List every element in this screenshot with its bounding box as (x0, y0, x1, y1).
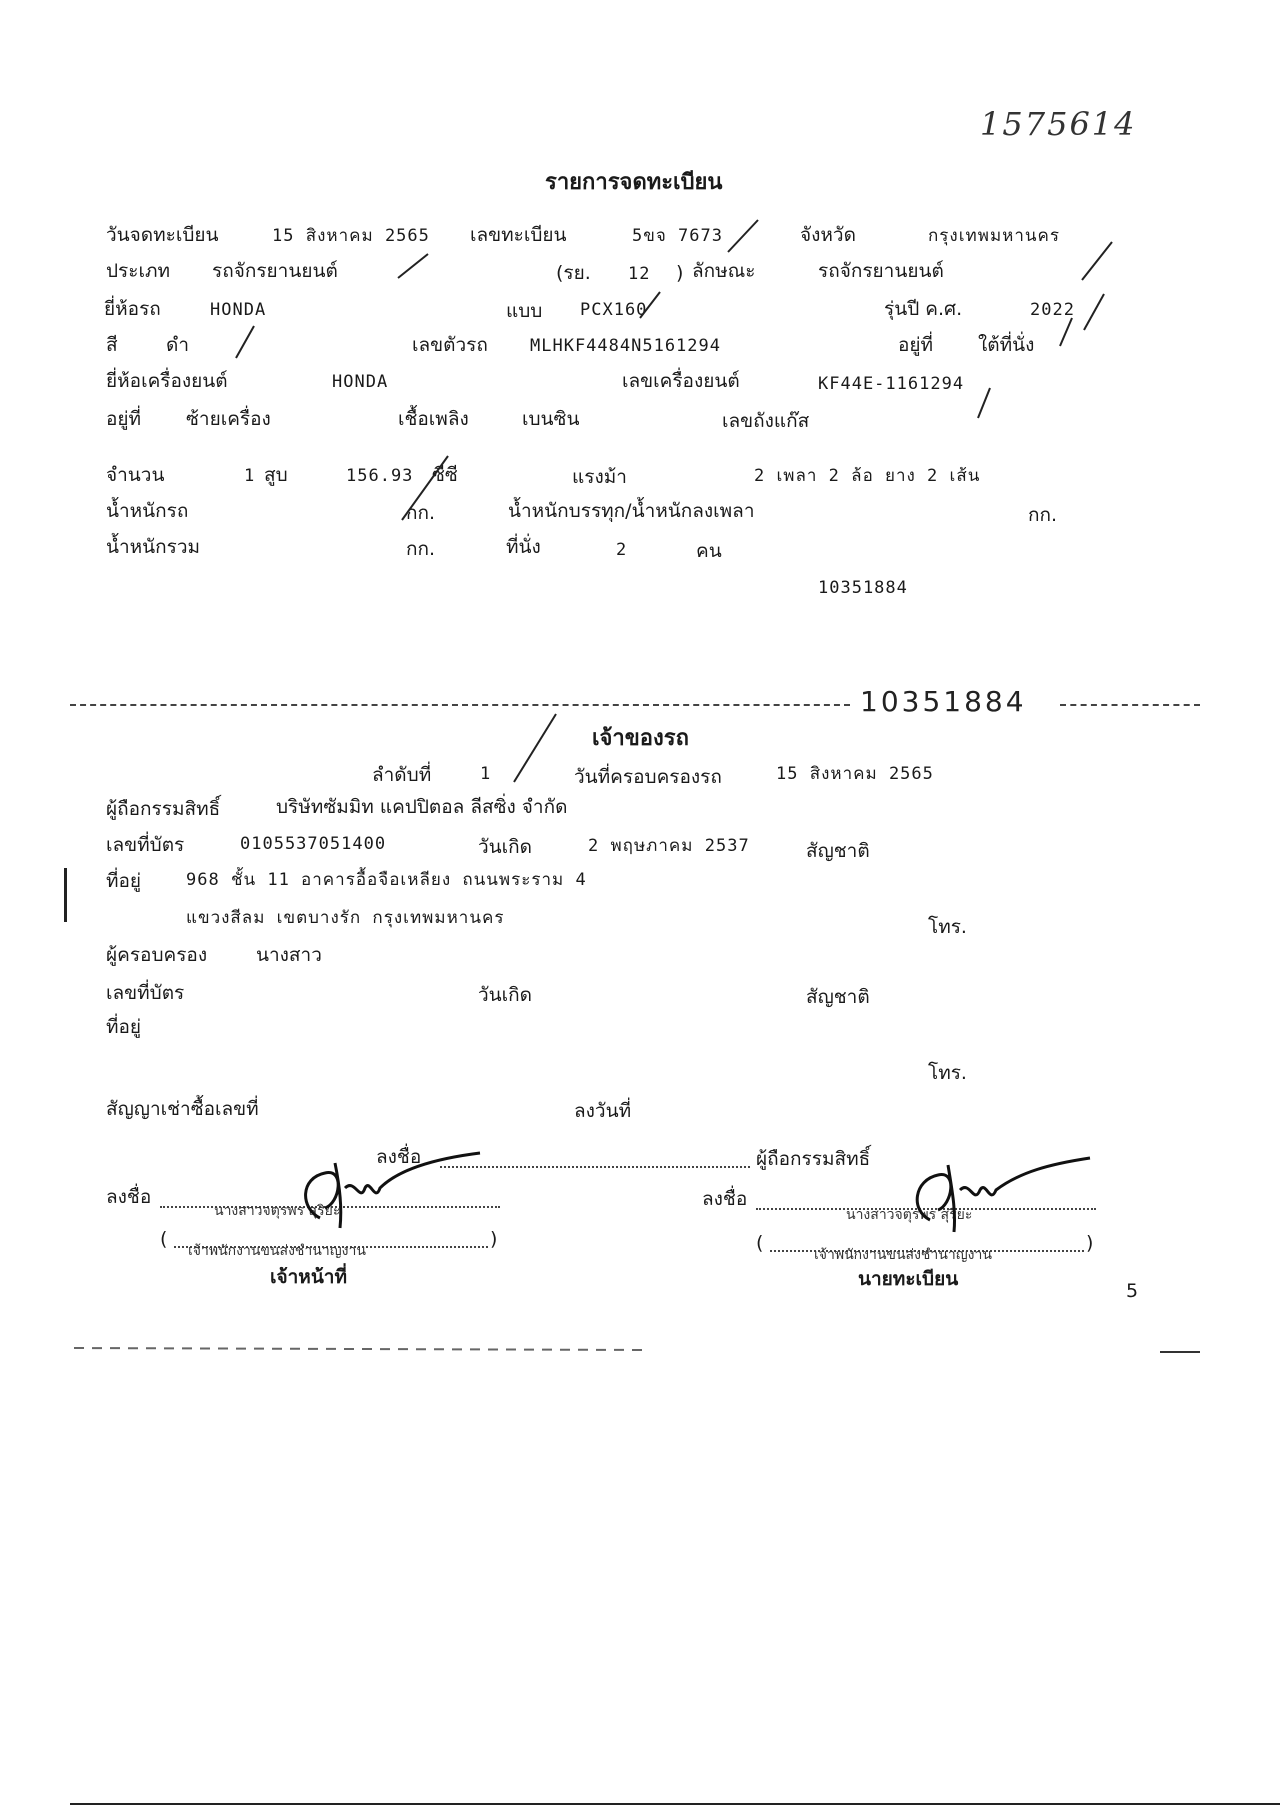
type-label: ประเภท (106, 260, 171, 282)
ry-close: ) (676, 262, 684, 284)
handwritten-number: 1575614 (980, 105, 1137, 143)
owner-address-label: ที่อยู่ (106, 870, 142, 892)
engine-no-label: เลขเครื่องยนต์ (622, 370, 740, 392)
weight-label: น้ำหนักรถ (106, 500, 189, 522)
owner-id-label: เลขที่บัตร (106, 834, 185, 856)
model-year: 2022 (1030, 300, 1075, 320)
year-label: รุ่นปี ค.ศ. (884, 298, 963, 320)
owner-address-line2: แขวงสีลม เขตบางรัก กรุงเทพมหานคร (186, 908, 505, 928)
province: กรุงเทพมหานคร (928, 226, 1061, 246)
vin: MLHKF4484N5161294 (530, 336, 721, 356)
color-label: สี (106, 334, 118, 356)
owner-birth-label: วันเกิด (478, 836, 532, 858)
ry-label: (รย. (556, 262, 591, 284)
model-label: แบบ (506, 300, 543, 322)
engine-brand-label: ยี่ห้อเครื่องยนต์ (106, 370, 228, 392)
possession-date: 15 สิงหาคม 2565 (776, 764, 934, 784)
seats: 2 (616, 540, 628, 560)
owner-section-title: เจ้าของรถ (592, 726, 689, 751)
plate-number: 5ขจ 7673 (632, 226, 723, 246)
possessor-name: นางสาว (256, 944, 322, 966)
total-weight-unit: กก. (406, 538, 436, 560)
contract-label: สัญญาเช่าซื้อเลขที่ (106, 1098, 259, 1120)
owner-address-line1: 968 ชั้น 11 อาคารอื้อจือเหลียง ถนนพระราม 4 (186, 870, 587, 890)
vin-location-label: อยู่ที่ (898, 334, 934, 356)
fuel-label: เชื้อเพลิง (398, 408, 469, 430)
reg-date: 15 สิงหาคม 2565 (272, 226, 430, 246)
possessor-tel-label: โทร. (928, 1062, 967, 1084)
registrar-paren-open: ( (756, 1232, 764, 1254)
divider-number: 10351884 (860, 685, 1027, 718)
vehicle-type: รถจักรยานยนต์ (212, 260, 338, 282)
style-label: ลักษณะ (692, 260, 756, 282)
holder-label: ผู้ถือกรรมสิทธิ์ (106, 798, 221, 820)
brand-label: ยี่ห้อรถ (104, 298, 161, 320)
owner-tel-label: โทร. (928, 916, 967, 938)
registrar-sign-label: ลงชื่อ (702, 1188, 748, 1210)
contract-date-label: ลงวันที่ (574, 1100, 632, 1122)
owner-id: 0105537051400 (240, 834, 387, 854)
possessor-nationality-label: สัญชาติ (806, 986, 870, 1008)
gas-tank-label: เลขถังแก๊ส (722, 410, 810, 432)
color: ดำ (166, 334, 190, 356)
persons-label: คน (696, 540, 722, 562)
province-label: จังหวัด (800, 224, 856, 246)
possessor-birth-label: วันเกิด (478, 984, 532, 1006)
seats-label: ที่นั่ง (506, 536, 541, 558)
registrar-title: นายทะเบียน (858, 1268, 959, 1290)
owner-nationality-label: สัญชาติ (806, 840, 870, 862)
possessor-label: ผู้ครอบครอง (106, 944, 208, 966)
axle-info: 2 เพลา 2 ล้อ ยาง 2 เส้น (754, 466, 981, 486)
plate-label: เลขทะเบียน (470, 224, 567, 246)
engine-number: KF44E-1161294 (818, 374, 965, 394)
load-unit: กก. (1028, 504, 1058, 526)
brand: HONDA (210, 300, 267, 320)
hp-label: แรงม้า (572, 466, 627, 488)
possessor-id-label: เลขที่บัตร (106, 982, 185, 1004)
officer-paren-open: ( (160, 1228, 168, 1250)
registrar-paren-close: ) (1086, 1232, 1094, 1254)
sequence-label: ลำดับที่ (372, 764, 432, 786)
officer-position: เจ้าพนักงานขนส่งชำนาญงาน (188, 1243, 366, 1259)
officer-paren-close: ) (490, 1228, 498, 1250)
engine-cc: 156.93 (346, 466, 414, 486)
sequence-number: 1 (480, 764, 492, 784)
reg-date-label: วันจดทะเบียน (106, 224, 219, 246)
fuel: เบนซิน (522, 408, 580, 430)
vin-location: ใต้ที่นั่ง (978, 334, 1035, 356)
total-weight-label: น้ำหนักรวม (106, 536, 201, 558)
cc-label: ซีซี (432, 464, 458, 486)
load-label: น้ำหนักบรรทุก/น้ำหนักลงเพลา (508, 500, 755, 522)
holder-name: บริษัทซัมมิท แคปปิตอล ลีสซิ่ง จำกัด (276, 796, 568, 818)
page-number: 5 (1126, 1280, 1139, 1302)
vin-label: เลขตัวรถ (412, 334, 488, 356)
ry-number: 12 (628, 264, 651, 284)
cylinder-label: สูบ (264, 464, 288, 486)
officer-name: นางสาวจตุรพร สุริยะ (214, 1203, 341, 1219)
possessor-address-label: ที่อยู่ (106, 1016, 142, 1038)
cylinder-count: 1 (244, 466, 256, 486)
owner-birth: 2 พฤษภาคม 2537 (588, 836, 750, 856)
possession-date-label: วันที่ครอบครองรถ (574, 766, 722, 788)
engine-location: ซ้ายเครื่อง (186, 408, 271, 430)
holder-sign-role: ผู้ถือกรรมสิทธิ์ (756, 1148, 871, 1170)
holder-sign-label: ลงชื่อ (376, 1146, 422, 1168)
document-title: รายการจดทะเบียน (545, 170, 723, 195)
registrar-position: เจ้าพนักงานขนส่งชำนาญงาน (814, 1247, 992, 1263)
vehicle-style: รถจักรยานยนต์ (818, 260, 944, 282)
officer-title: เจ้าหน้าที่ (270, 1266, 348, 1288)
engine-location-label: อยู่ที่ (106, 408, 142, 430)
officer-sign-label: ลงชื่อ (106, 1186, 152, 1208)
model: PCX160 (580, 300, 648, 320)
registrar-name: นางสาวจตุรพร สุริยะ (846, 1207, 973, 1223)
engine-brand: HONDA (332, 372, 389, 392)
qty-label: จำนวน (106, 464, 165, 486)
weight-unit: กก. (406, 502, 436, 524)
reference-number: 10351884 (818, 578, 908, 598)
